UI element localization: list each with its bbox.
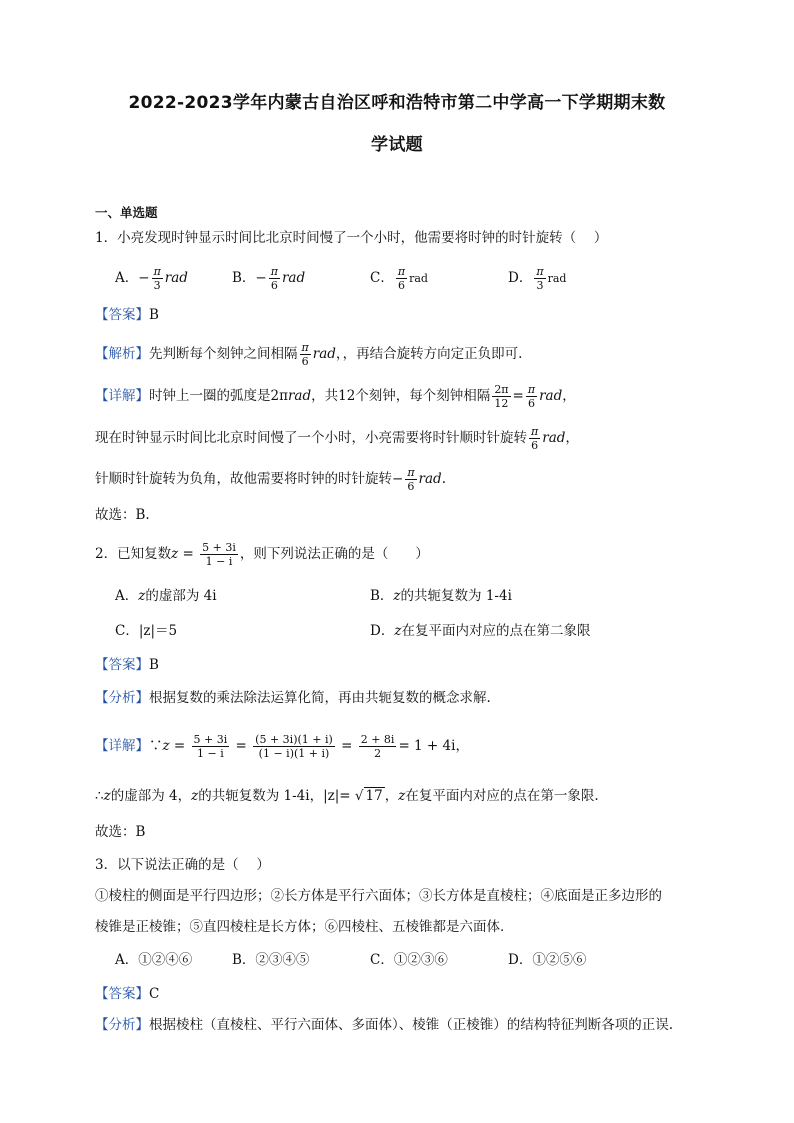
q2-choose: 故选：B	[95, 824, 146, 840]
q2-option-b[interactable]: B．z的共轭复数为 1-4i	[370, 588, 512, 604]
q3-stem: 3．以下说法正确的是（ ）	[95, 857, 270, 873]
q1-analysis: 【解析】先判断每个刻钟之间相隔 $\frac{\pi}{6}$ rad，，再结合旋转方向定正负即可.	[95, 341, 523, 368]
q2-option-d[interactable]: D．z在复平面内对应的点在第二象限	[370, 623, 591, 639]
q1-option-d-fraction: $\frac{\pi}{3}$	[536, 265, 544, 292]
q3-answer: 【答案】C	[95, 986, 160, 1002]
q3-option-d[interactable]: D．①②⑤⑥	[508, 952, 587, 968]
q3-statement-line2: 棱锥是正棱锥；⑤直四棱柱是长方体；⑥四棱柱、五棱锥都是六面体．	[95, 919, 514, 935]
q1-answer: 【答案】B	[95, 307, 159, 323]
q1-choose: 故选：B.	[95, 507, 150, 523]
q2-detail: 【详解】∵z = $\frac{5 + 3i}{1 - i}$ = $\frac{(5 + 3i)(1 + i)}{(1 - i)(1 + i)}$ = $\frac{2 + 8i}{2}$ = 1 + 4i，	[95, 733, 469, 760]
q3-statement-line1: ①棱柱的侧面是平行四边形；②长方体是平行六面体；③长方体是直棱柱；④底面是正多边形的	[95, 888, 662, 904]
q1-option-c-fraction: $\frac{\pi}{6}$	[397, 265, 406, 292]
q3-option-b[interactable]: B．②③④⑤	[232, 952, 310, 968]
q1-detail-line2: 现在时钟显示时间比北京时间慢了一个小时，小亮需要将时针顺时针旋转 $\frac{\pi}{6}$ rad，	[95, 425, 579, 452]
q2-option-a[interactable]: A．z的虚部为 4i	[115, 588, 217, 604]
q3-analysis: 【分析】根据棱柱（直棱柱、平行六面体、多面体）、棱锥（正棱锥）的结构特征判断各项的正误.	[95, 1017, 674, 1033]
q2-stem: 2．已知复数z = $\frac{5 + 3i}{1 - i}$ ，则下列说法正确的是（ ）	[95, 541, 429, 568]
q1-option-b-fraction: $\frac{\pi}{6}$	[270, 265, 278, 292]
q2-answer: 【答案】B	[95, 657, 159, 673]
q3-option-a[interactable]: A．①②④⑥	[115, 952, 193, 968]
q1-option-d[interactable]: D． $\frac{\pi}{3}$ rad	[508, 265, 567, 292]
document-title-line1: 2022-2023学年内蒙古自治区呼和浩特市第二中学高一下学期期末数	[128, 93, 666, 113]
q2-conclusion: ∴z的虚部为 4，z的共轭复数为 1-4i，|z|= √ 17 ，z在复平面内对应的点在第一象限.	[95, 788, 599, 804]
q1-option-a-fraction: $\frac{\pi}{3}$	[153, 265, 161, 292]
q2-analysis: 【分析】根据复数的乘法除法运算化简，再由共轭复数的概念求解.	[95, 690, 491, 706]
q1-option-b[interactable]: B．− $\frac{\pi}{6}$ rad	[232, 265, 306, 292]
document-title-line2: 学试题	[371, 135, 423, 155]
q1-detail: 【详解】时钟上一圈的弧度是2πrad，共12个刻钟，每个刻钟相隔 $\frac{2\pi}{12}$ = $\frac{\pi}{6}$ rad，	[95, 383, 576, 410]
q2-option-c[interactable]: C．|z|＝5	[115, 623, 178, 639]
q1-option-a[interactable]: A．− $\frac{\pi}{3}$ rad	[115, 265, 188, 292]
q1-stem: 1．小亮发现时钟显示时间比北京时间慢了一个小时，他需要将时钟的时针旋转（ ）	[95, 230, 608, 246]
q1-detail-line3: 针顺时针旋转为负角，故他需要将时钟的时针旋转− $\frac{\pi}{6}$ rad.	[95, 466, 446, 493]
q1-option-c[interactable]: C． $\frac{\pi}{6}$ rad	[370, 265, 428, 292]
section-heading: 一、单选题	[95, 205, 158, 220]
q3-option-c[interactable]: C．①②③⑥	[370, 952, 448, 968]
